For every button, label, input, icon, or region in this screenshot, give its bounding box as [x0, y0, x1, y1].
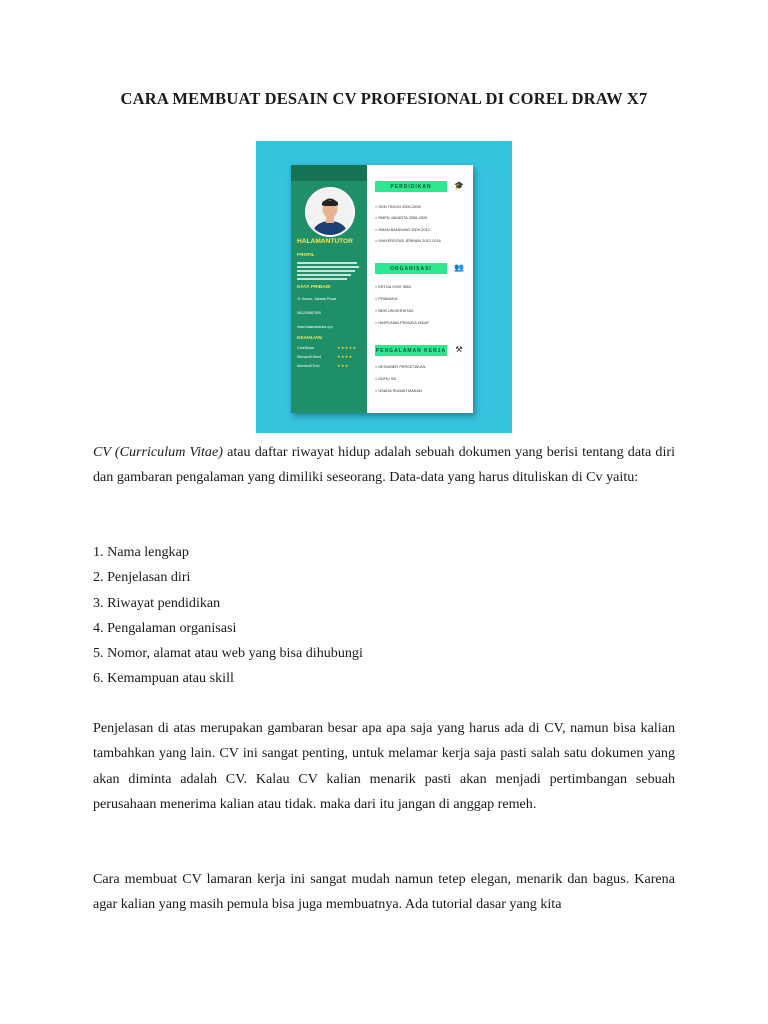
- graduation-cap-icon: 🎓: [454, 181, 464, 190]
- cv-name: HALAMANTUTOR: [297, 238, 353, 245]
- cv-profil-heading: PROFIL: [297, 253, 315, 258]
- cv-organisasi-heading: ORGANISASI: [375, 263, 447, 274]
- cv-sidebar: HALAMANTUTOR PROFIL DATA PRIBADI Jl. Sumur, Jakarta Pusat 081234567890 www.halamantutor.xyz KEAHLIAN CorelDraw ★★★★★ Microsoft Word ★★★★ Microsoft Exel ★★★: [291, 165, 367, 413]
- people-icon: 👥: [454, 263, 464, 272]
- cv-term: CV (Curriculum Vitae): [93, 444, 223, 460]
- cv-sheet: [291, 165, 473, 413]
- profile-photo: [305, 187, 355, 237]
- intro-paragraph: [93, 440, 675, 491]
- list-item: 2. Penjelasan diri: [93, 569, 191, 586]
- cv-skill-3: Microsoft Exel: [297, 364, 320, 368]
- cv-example-image: [256, 141, 512, 433]
- list-item: 1. Nama lengkap: [93, 544, 189, 560]
- page-title: CARA MEMBUAT DESAIN CV PROFESIONAL DI COREL DRAW X7: [120, 89, 648, 108]
- list-item: 6. Kemampuan atau skill: [93, 670, 234, 687]
- cv-pendidikan-heading: PERDIDIKAN: [375, 181, 447, 192]
- tools-icon: ⚒: [455, 345, 463, 354]
- cv-contents-list: [93, 540, 675, 692]
- cv-website: www.halamantutor.xyz: [297, 325, 333, 329]
- list-item: 5. Nomor, alamat atau web yang bisa dihubungi: [93, 645, 363, 662]
- cv-keahlian-heading: KEAHLIAN: [297, 336, 322, 341]
- cv-data-pribadi-heading: DATA PRIBADI: [297, 285, 331, 290]
- cv-skill-2: Microsoft Word: [297, 355, 322, 359]
- cv-address: Jl. Sumur, Jakarta Pusat: [297, 297, 336, 301]
- paragraph-2: Penjelasan di atas merupakan gambaran besar apa apa saja yang harus ada di CV, namun bisa kalian tambahkan yang lain. CV ini sangat penting, untuk melamar kerja saja pasti salah satu dokumen yang akan diminta adalah CV. Kalau CV kalian menarik pasti akan menjadi pertimbangan sebuah perusahaan menerima kalian atau tidak. maka dari itu jangan di anggap remeh.: [93, 720, 675, 812]
- list-item: 3. Riwayat pendidikan: [93, 594, 221, 611]
- intro-text: atau daftar riwayat hidup adalah sebuah dokumen yang berisi tentang data diri dan gambaran pengalaman yang dimiliki seseorang. Data-data yang harus dituliskan di Cv yaitu:: [93, 444, 675, 486]
- cv-phone: 081234567890: [297, 311, 321, 315]
- list-item: 4. Pengalaman organisasi: [93, 619, 237, 636]
- cv-pengalaman-heading: PENGALAMAN KERJA: [375, 345, 447, 356]
- cv-skill-1: CorelDraw: [297, 346, 314, 350]
- paragraph-3: Cara membuat CV lamaran kerja ini sangat mudah namun tetep elegan, menarik dan bagus. Karena agar kalian yang masih pemula bisa juga membuatnya. Ada tutorial dasar yang kita: [93, 871, 675, 913]
- cv-main-column: PERDIDIKAN 🎓 > SDN TINGGI 2000-2006 > SMPN JAKARTA 2006-2009 > SMAN BANDUNG 2009-2012 > UNIVERSITAS JERMAN 2012-2016 ORGANISASI 👥 > KETUA OSIS SMA > PRAMUKA > BEM UNIVERSITAS > HIMPUNAN PEMUDA HIDAT PENGALAMAN KERJA ⚒ > DESAINER PERCETAKAN > GURU SD > USAHA RUMAH MAKAN: [367, 165, 473, 413]
